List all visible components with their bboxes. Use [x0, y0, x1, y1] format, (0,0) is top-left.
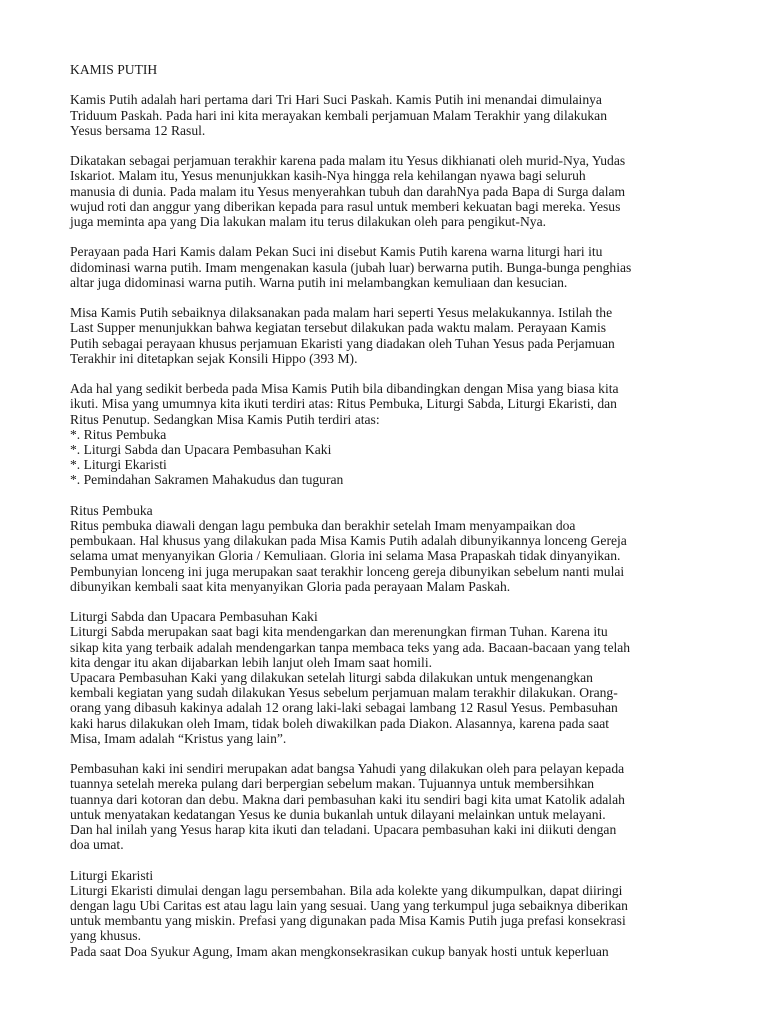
paragraph: [70, 381, 708, 487]
text-line: *. Liturgi Sabda dan Upacara Pembasuhan Kaki: [70, 442, 332, 457]
text-line: tuannya dari kotoran dan debu. Makna dari pembasuhan kaki itu sendiri bagi kita umat Katolik adalah: [70, 791, 625, 807]
text-line: doa umat.: [70, 837, 124, 853]
text-line: Ritus Penutup. Sedangkan Misa Kamis Putih terdiri atas:: [70, 411, 380, 427]
text-line: wujud roti dan anggur yang diberikan kepada para rasul untuk memberi kekuatan bagi mereka. Yesus: [70, 198, 621, 214]
text-line: orang yang dibasuh kakinya adalah 12 orang laki-laki sebagai lambang 12 Rasul Yesus. Pembasuhan: [70, 700, 618, 716]
text-line: didominasi warna putih. Imam mengenakan kasula (jubah luar) berwarna putih. Bunga-bunga penghias: [70, 259, 632, 275]
text-line: *. Ritus Pembuka: [70, 426, 167, 442]
text-line: manusia di dunia. Pada malam itu Yesus menyerahkan tubuh dan darahNya pada Bapa di Surga dalam: [70, 183, 626, 199]
text-line: Ada hal yang sedikit berbeda pada Misa Kamis Putih bila dibandingkan dengan Misa yang biasa kita: [70, 381, 619, 397]
paragraph: [70, 503, 708, 594]
text-line: Dikatakan sebagai perjamuan terakhir karena pada malam itu Yesus dikhianati oleh murid-Nya, Yudas: [70, 153, 626, 169]
text-line: Dan hal inilah yang Yesus harap kita ikuti dan teladani. Upacara pembasuhan kaki ini diikuti dengan: [70, 822, 617, 838]
text-line: Liturgi Ekaristi dimulai dengan lagu persembahan. Bila ada kolekte yang dikumpulkan, dapat diiringi: [70, 882, 623, 898]
text-line: Pada saat Doa Syukur Agung, Imam akan mengkonsekrasikan cukup banyak hosti untuk keperluan: [70, 943, 609, 959]
text-line: juga meminta apa yang Dia lakukan malam itu terus dilakukan oleh para pengikut-Nya.: [70, 214, 547, 229]
document-body: [70, 92, 708, 958]
text-line: untuk menyatakan kedatangan Yesus ke dunia bukanlah untuk dilayani melainkan untuk melayani.: [70, 806, 606, 822]
text-line: Iskariot. Malam itu, Yesus menunjukkan kasih-Nya hingga rela kehilangan nyawa bagi seluruh: [70, 168, 586, 184]
text-line: kita dengar itu akan dijabarkan lebih lanjut oleh Imam saat homili.: [70, 654, 433, 670]
text-line: yang khusus.: [70, 928, 141, 944]
text-line: pembukaan. Hal khusus yang dilakukan pada Misa Kamis Putih adalah dibunyikannya lonceng Gereja: [70, 533, 627, 549]
text-line: selama umat menyanyikan Gloria / Kemuliaan. Gloria ini selama Masa Prapaskah tidak dinyanyikan.: [70, 548, 621, 564]
text-line: Liturgi Ekaristi: [70, 867, 154, 883]
text-line: tuannya setelah mereka pulang dari berpergian sebelum makan. Tujuannya untuk membersihkan: [70, 776, 595, 792]
text-line: altar juga didominasi warna putih. Warna putih ini melambangkan kemuliaan dan kesucian.: [70, 274, 568, 290]
text-line: ikuti. Misa yang umumnya kita ikuti terdiri atas: Ritus Pembuka, Liturgi Sabda, Liturgi Ekaristi, dan: [70, 396, 617, 412]
paragraph: [70, 305, 708, 366]
paragraph: [70, 761, 708, 852]
text-line: kembali kegiatan yang sudah dilakukan Yesus sebelum perjamuan malam terakhir dilakukan. Orang-: [70, 685, 618, 701]
text-line: Liturgi Sabda merupakan saat bagi kita mendengarkan dan merenungkan firman Tuhan. Karena itu: [70, 624, 608, 640]
text-line: Yesus bersama 12 Rasul.: [70, 122, 206, 138]
text-line: dibunyikan kembali saat kita menyanyikan Gloria pada perayaan Malam Paskah.: [70, 578, 511, 594]
text-line: Putih sebagai perayaan khusus perjamuan Ekaristi yang diadakan oleh Tuhan Yesus pada Perjamuan: [70, 335, 615, 351]
text-line: untuk membantu yang miskin. Prefasi yang digunakan pada Misa Kamis Putih juga prefasi konsekrasi: [70, 913, 626, 929]
text-line: dengan lagu Ubi Caritas est atau lagu lain yang sesuai. Uang yang terkumpul juga sebaiknya diberikan: [70, 898, 628, 914]
text-line: Triduum Paskah. Pada hari ini kita merayakan kembali perjamuan Malam Terakhir yang dilakukan: [70, 107, 607, 123]
text-line: Pembunyian lonceng ini juga merupakan saat terakhir lonceng gereja dibunyikan sebelum nanti mulai: [70, 563, 625, 579]
paragraph: [70, 244, 708, 290]
text-line: sikap kita yang terbaik adalah mendengarkan tanpa membaca teks yang ada. Bacaan-bacaan yang telah: [70, 639, 631, 655]
text-line: *. Pemindahan Sakramen Mahakudus dan tuguran: [70, 472, 344, 488]
text-line: Perayaan pada Hari Kamis dalam Pekan Suci ini disebut Kamis Putih karena warna liturgi hari itu: [70, 244, 603, 260]
text-line: *. Liturgi Ekaristi: [70, 457, 167, 473]
document-title: KAMIS PUTIH: [70, 62, 158, 77]
text-line: Last Supper menunjukkan bahwa kegiatan tersebut dilakukan pada waktu malam. Perayaan Kamis: [70, 320, 607, 336]
paragraph: [70, 868, 708, 959]
paragraph: [70, 153, 708, 229]
text-line: Kamis Putih adalah hari pertama dari Tri Hari Suci Paskah. Kamis Putih ini menandai dimulainya: [70, 92, 602, 108]
text-line: Liturgi Sabda dan Upacara Pembasuhan Kaki: [70, 609, 318, 625]
text-line: kaki harus dilakukan oleh Imam, tidak boleh diwakilkan pada Diakon. Alasannya, karena pada saat: [70, 715, 610, 731]
paragraph: [70, 609, 708, 746]
text-line: Misa Kamis Putih sebaiknya dilaksanakan pada malam hari seperti Yesus melakukannya. Istilah the: [70, 305, 613, 321]
text-line: Ritus pembuka diawali dengan lagu pembuka dan berakhir setelah Imam menyampaikan doa: [70, 518, 576, 533]
text-line: Terakhir ini ditetapkan sejak Konsili Hippo (393 M).: [70, 350, 358, 366]
text-line: Ritus Pembuka: [70, 502, 153, 518]
text-line: Misa, Imam adalah “Kristus yang lain”.: [70, 730, 287, 746]
text-line: Pembasuhan kaki ini sendiri merupakan adat bangsa Yahudi yang dilakukan oleh para pelayan kepada: [70, 761, 625, 777]
paragraph: [70, 92, 708, 138]
text-line: Upacara Pembasuhan Kaki yang dilakukan setelah liturgi sabda dilakukan untuk mengenangkan: [70, 670, 593, 686]
